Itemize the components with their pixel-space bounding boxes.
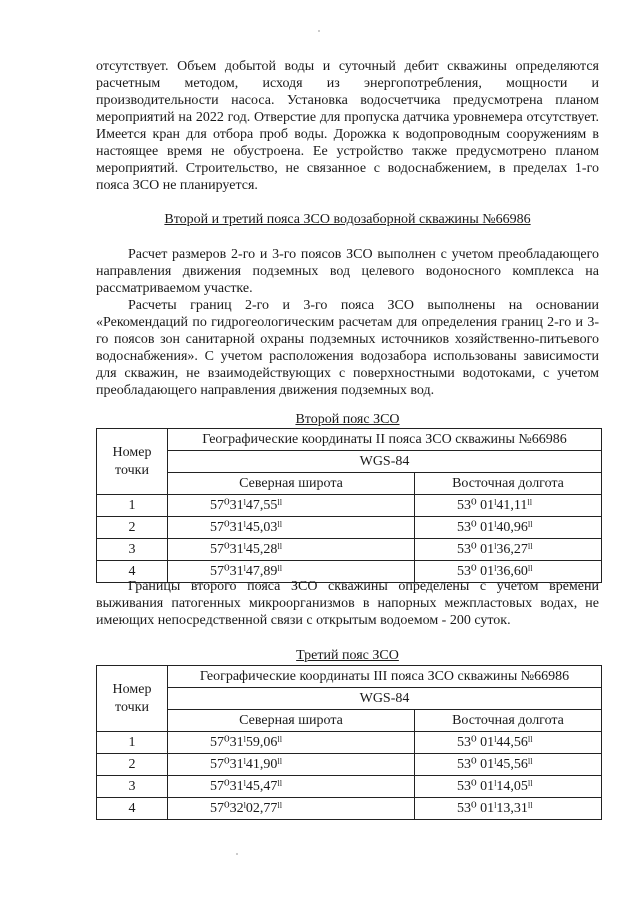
longitude-cell: 53⁰ 01ˡ14,05ˡˡ (415, 776, 602, 798)
table-row (97, 776, 602, 798)
table-title-second-zone: Второй пояс ЗСО (295, 412, 400, 427)
table-row (97, 539, 602, 561)
coordinate-system: WGS-84 (168, 688, 602, 710)
point-number: 1 (97, 732, 168, 754)
longitude-cell: 53⁰ 01ˡ36,27ˡˡ (415, 539, 602, 561)
column-header-latitude: Северная широта (168, 473, 415, 495)
latitude-cell: 57⁰31ˡ47,55ˡˡ (168, 495, 415, 517)
table-row (97, 754, 602, 776)
latitude-cell: 57⁰31ˡ45,03ˡˡ (168, 517, 415, 539)
longitude-cell: 53⁰ 01ˡ13,31ˡˡ (415, 798, 602, 820)
column-header-longitude: Восточная долгота (415, 473, 602, 495)
point-number: 4 (97, 798, 168, 820)
scan-speck (236, 853, 238, 855)
table-row (97, 517, 602, 539)
latitude-cell: 57⁰31ˡ59,06ˡˡ (168, 732, 415, 754)
coordinate-system: WGS-84 (168, 451, 602, 473)
latitude-cell: 57⁰31ˡ45,47ˡˡ (168, 776, 415, 798)
point-number: 1 (97, 495, 168, 517)
table-row (97, 495, 602, 517)
column-header-longitude: Восточная долгота (415, 710, 602, 732)
longitude-cell: 53⁰ 01ˡ36,60ˡˡ (415, 561, 602, 583)
scan-speck (318, 30, 320, 32)
paragraph-text: Расчет размеров 2-го и 3-го поясов ЗСО выполнен с учетом преобладающего направления движения подземных вод целевого водоносного комплекса на рассматриваемом участке. (96, 247, 599, 296)
longitude-cell: 53⁰ 01ˡ44,56ˡˡ (415, 732, 602, 754)
point-number: 2 (97, 754, 168, 776)
point-number: 2 (97, 517, 168, 539)
coordinates-table-third-zone (96, 665, 602, 820)
point-number: 4 (97, 561, 168, 583)
paragraph-text: Расчеты границ 2-го и 3-го пояса ЗСО выполнены на основании «Рекомендаций по гидрогеологическим расчетам для определения границ 2-го и 3-го поясов зон санитарной охраны подземных источников хозяйственно-питьевого водоснабжения». С учетом расположения водозабора использованы зависимости для скважин, не взаимодействующих с поверхностными водотоками, с учетом преобладающего направления движения подземных вод. (96, 298, 599, 398)
section-heading: Второй и третий пояса ЗСО водозаборной скважины №66986 (164, 212, 531, 227)
longitude-cell: 53⁰ 01ˡ45,56ˡˡ (415, 754, 602, 776)
point-number: 3 (97, 539, 168, 561)
table-row (97, 732, 602, 754)
paragraph-text: отсутствует. Объем добытой воды и суточный дебит скважины определяются расчетным методом, исходя из энергопотребления, мощности и производительности насоса. Установка водосчетчика предусмотрена планом мероприятий на 2022 год. Отверстие для пропуска датчика уровнемера отсутствует. Имеется кран для отбора проб воды. Дорожка к водопроводным сооружениям в настоящее время не обустроена. Ее устройство также предусмотрено планом мероприятий. Строительство, не связанное с водоснабжением, в пределах 1-го пояса ЗСО не планируется. (96, 59, 599, 193)
column-header-coordinates: Географические координаты III пояса ЗСО скважины №66986 (168, 666, 602, 688)
point-number: 3 (97, 776, 168, 798)
column-header-coordinates: Географические координаты II пояса ЗСО скважины №66986 (168, 429, 602, 451)
column-header-point: Номер точки (97, 666, 168, 732)
table-row (97, 798, 602, 820)
column-header-point: Номер точки (97, 429, 168, 495)
latitude-cell: 57⁰31ˡ47,89ˡˡ (168, 561, 415, 583)
paragraph-calculation (96, 246, 599, 399)
paragraph-second-zone-note: Границы второго пояса ЗСО скважины определены с учетом времени выживания патогенных микроорганизмов в напорных межпластовых водах, не имеющих непосредственной связи с открытым водоемом - 200 суток. (96, 579, 599, 628)
longitude-cell: 53⁰ 01ˡ40,96ˡˡ (415, 517, 602, 539)
latitude-cell: 57⁰32ˡ02,77ˡˡ (168, 798, 415, 820)
column-header-latitude: Северная широта (168, 710, 415, 732)
coordinates-table-second-zone (96, 428, 602, 583)
longitude-cell: 53⁰ 01ˡ41,11ˡˡ (415, 495, 602, 517)
latitude-cell: 57⁰31ˡ45,28ˡˡ (168, 539, 415, 561)
latitude-cell: 57⁰31ˡ41,90ˡˡ (168, 754, 415, 776)
paragraph-water-supply (96, 58, 599, 194)
table-title-third-zone: Третий пояс ЗСО (296, 648, 399, 663)
